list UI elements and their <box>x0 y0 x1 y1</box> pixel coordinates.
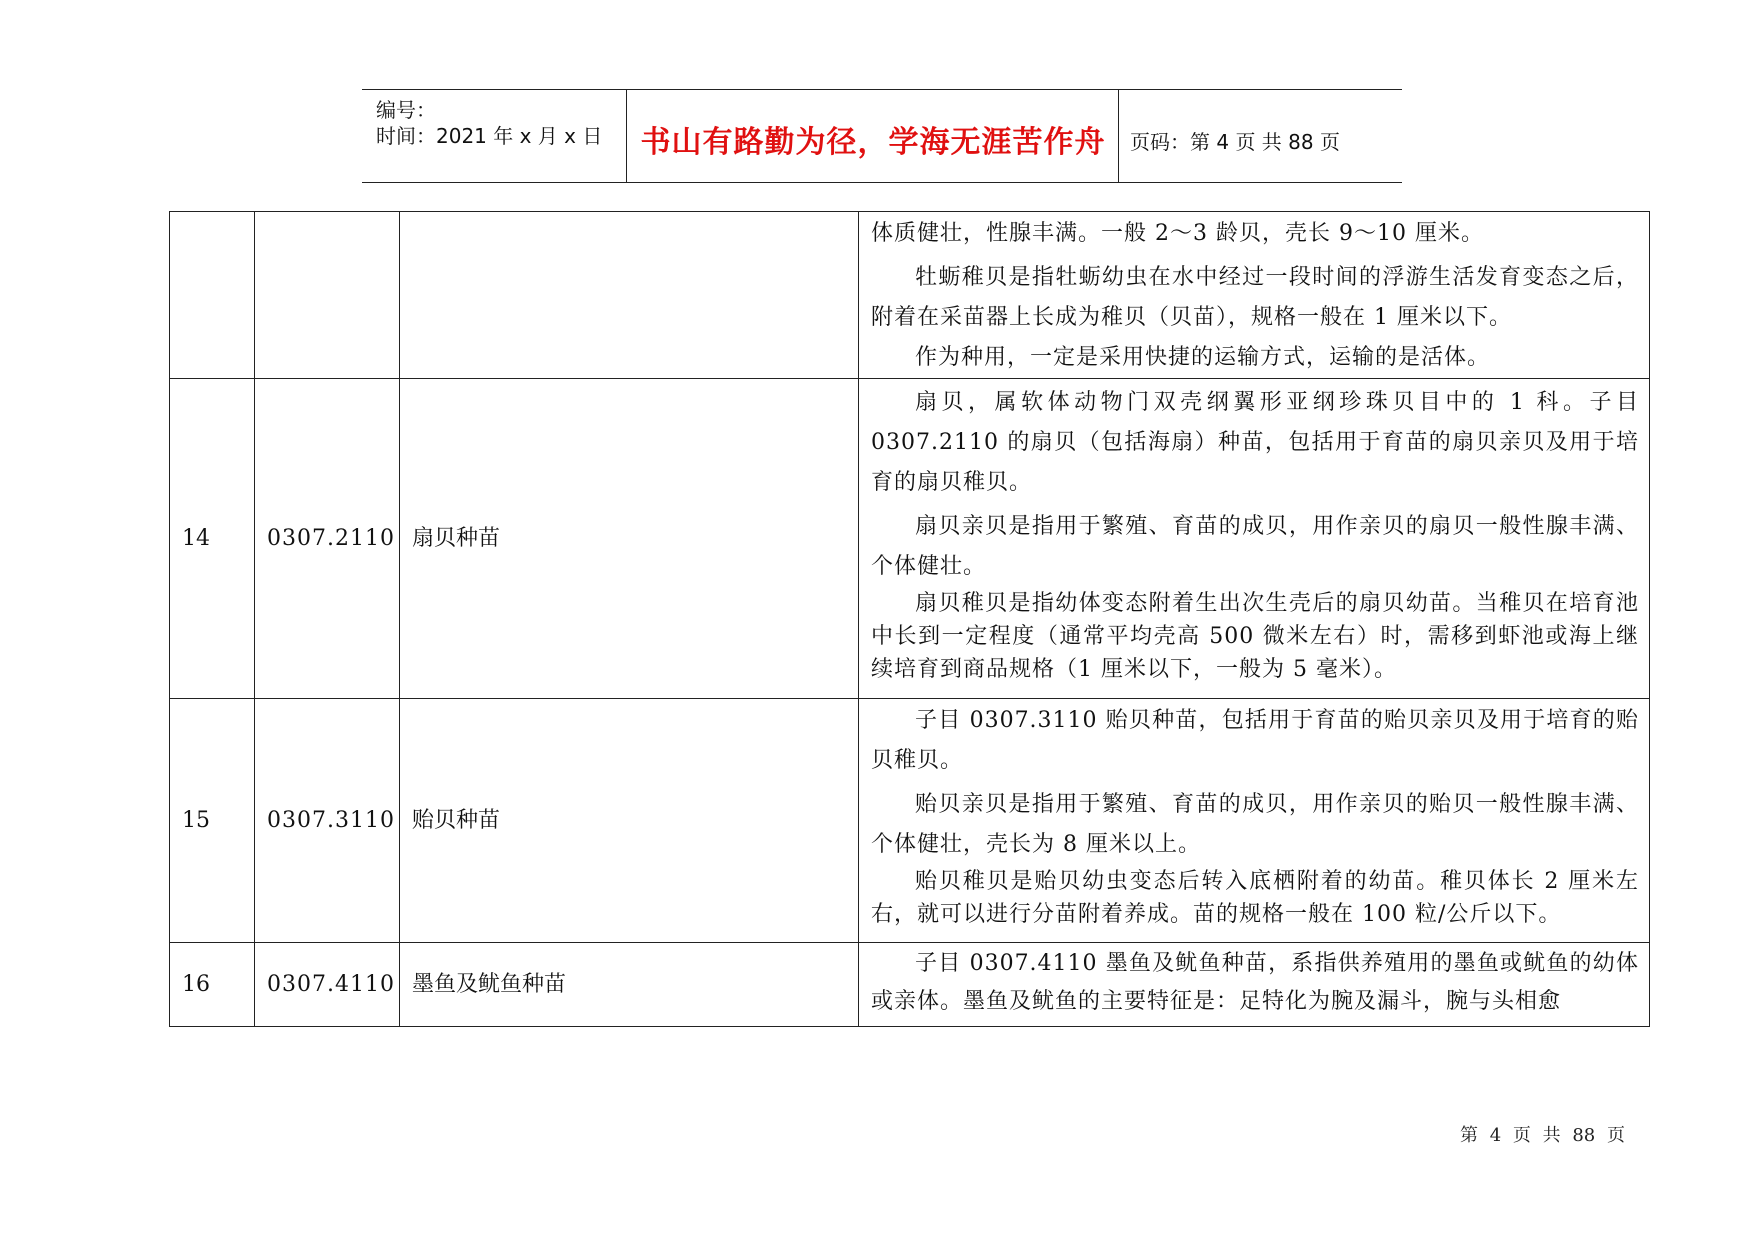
row-number: 14 <box>170 379 255 699</box>
document-time-label: 时间：2021 年 x 月 x 日 <box>376 124 603 148</box>
description-paragraph: 作为种用，一定是采用快捷的运输方式，运输的是活体。 <box>915 345 1491 370</box>
table-row <box>170 943 1650 1027</box>
commodity-description <box>859 699 1650 943</box>
tariff-table <box>169 211 1650 1027</box>
commodity-name: 扇贝种苗 <box>400 379 859 699</box>
commodity-name: 贻贝种苗 <box>400 699 859 943</box>
commodity-description <box>859 379 1650 699</box>
description-paragraph: 扇贝亲贝是指用于繁殖、育苗的成贝，用作亲贝的扇贝一般性腺丰满、个体健壮。 <box>871 514 1639 579</box>
row-number: 16 <box>170 943 255 1027</box>
header-divider-right <box>1118 89 1119 183</box>
commodity-code: 0307.2110 <box>255 379 400 699</box>
commodity-description <box>859 943 1650 1027</box>
row-number <box>170 212 255 379</box>
commodity-code: 0307.4110 <box>255 943 400 1027</box>
commodity-code: 0307.3110 <box>255 699 400 943</box>
table-row <box>170 379 1650 699</box>
header-top-rule <box>362 89 1402 90</box>
commodity-description <box>859 212 1650 379</box>
header-divider-left <box>626 89 627 183</box>
description-paragraph: 体质健壮，性腺丰满。一般 2～3 龄贝，壳长 9～10 厘米。 <box>871 221 1484 246</box>
commodity-code <box>255 212 400 379</box>
footer-page-number: 第 4 页 共 88 页 <box>1460 1125 1625 1146</box>
description-paragraph: 子目 0307.4110 墨鱼及鱿鱼种苗，系指供养殖用的墨鱼或鱿鱼的幼体或亲体。墨鱼及鱿鱼的主要特征是：足特化为腕及漏斗，腕与头相愈 <box>871 951 1639 1014</box>
description-paragraph: 扇贝稚贝是指幼体变态附着生出次生壳后的扇贝幼苗。当稚贝在培育池中长到一定程度（通常平均壳高 500 微米左右）时，需移到虾池或海上继续培育到商品规格（1 厘米以下，一般为 5 毫米）。 <box>871 591 1639 682</box>
description-paragraph: 子目 0307.3110 贻贝种苗，包括用于育苗的贻贝亲贝及用于培育的贻贝稚贝。 <box>871 708 1639 773</box>
header-motto: 书山有路勤为径，学海无涯苦作舟 <box>640 125 1106 160</box>
description-paragraph: 扇贝，属软体动物门双壳纲翼形亚纲珍珠贝目中的 1 科。子目 0307.2110 的扇贝（包括海扇）种苗，包括用于育苗的扇贝亲贝及用于培育的扇贝稚贝。 <box>871 390 1639 495</box>
description-paragraph: 贻贝亲贝是指用于繁殖、育苗的成贝，用作亲贝的贻贝一般性腺丰满、个体健壮，壳长为 8 厘米以上。 <box>871 792 1639 857</box>
description-paragraph: 贻贝稚贝是贻贝幼虫变态后转入底栖附着的幼苗。稚贝体长 2 厘米左右，就可以进行分苗附着养成。苗的规格一般在 100 粒/公斤以下。 <box>871 869 1639 927</box>
commodity-name <box>400 212 859 379</box>
description-paragraph: 牡蛎稚贝是指牡蛎幼虫在水中经过一段时间的浮游生活发育变态之后，附着在采苗器上长成为稚贝（贝苗），规格一般在 1 厘米以下。 <box>871 265 1639 330</box>
header-page-indicator: 页码：第 4 页 共 88 页 <box>1130 130 1340 154</box>
table-row <box>170 212 1650 379</box>
header-bottom-rule <box>362 182 1402 183</box>
commodity-name: 墨鱼及鱿鱼种苗 <box>400 943 859 1027</box>
row-number: 15 <box>170 699 255 943</box>
document-number-label: 编号： <box>376 98 436 122</box>
table-row <box>170 699 1650 943</box>
